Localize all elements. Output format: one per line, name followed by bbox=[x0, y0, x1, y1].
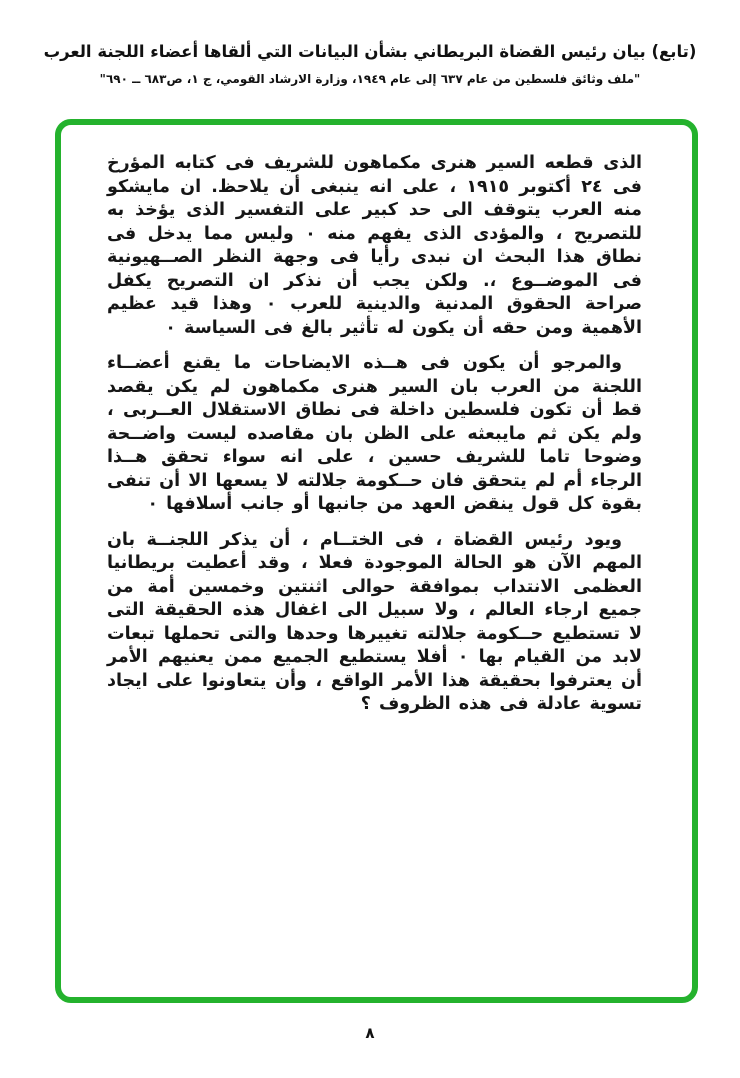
source-citation: "ملف وثائق فلسطين من عام ٦٣٧ إلى عام ١٩٤٩، وزارة الارشاد القومي، ج ١، ص٦٨٣ ــ ٦٩٠" bbox=[99, 72, 641, 86]
body-paragraph-3: ويود رئيس القضاة ، فى الختــام ، أن يذكر اللجنــة بان المهم الآن هو الحالة الموجودة فعلا ، وقد أعطيت بريطانيا العظمى الانتداب بموافقة حوالى اثنتين وخمسين أمة من جميع ارجاء العالم ، ولا سبيل الى اغفال هذه الحقيقة التى لا تستطيع حــكومة جلالته تغييرها وحدها والتى تحملها تبعات لابد من القيام بها ٠ أفلا يستطيع الجميع ممن يعنيهم الأمر أن يعترفوا بحقيقة هذا الأمر الواقع ، وأن يتعاونوا على ايجاد تسوية عادلة فى هذه الظروف ؟ bbox=[107, 529, 642, 714]
body-paragraph-2: والمرجو أن يكون فى هــذه الايضاحات ما يقنع أعضــاء اللجنة من العرب بان السير هنرى مكماهون لم يكن يقصد قط أن تكون فلسطين داخلة فى نطاق الاستقلال العــربى ، ولم يكن ثم مايبعثه على الظن بان مقاصده ليست واضــحة وضوحا تاما للشريف حسين ، على انه سواء تحقق هــذا الرجاء أم لم يتحقق فان حــكومة جلالته لا يسعها الا أن تنفى بقوة كل قول ينقض العهد من جانبها أو جانب أسلافها ٠ bbox=[107, 353, 642, 514]
page-title: (تابع) بيان رئيس القضاة البريطاني بشأن البيانات التي ألقاها أعضاء اللجنة العرب bbox=[43, 42, 697, 61]
content-border-box bbox=[55, 119, 698, 1003]
page-header bbox=[0, 42, 740, 86]
body-paragraph-1: الذى قطعه السير هنرى مكماهون للشريف فى كتابه المؤرخ فى ٢٤ أكتوبر ١٩١٥ ، على انه ينبغى أن يلاحظ. ان مايشكو منه العرب يتوقف الى حد كبير على التفسير الذى يؤخذ به للتصريح ، والمؤدى الذى يفهم منه ٠ وليس مما يدخل فى نطاق هذا البحث ان نبدى رأيا فى وجهة النظر الصــهيونية فى الموضــوع ،. ولكن يجب أن نذكر ان التصريح يكفل صراحة الحقوق المدنية والدينية للعرب ٠ وهذا قيد عظيم الأهمية ومن حقه أن يكون له تأثير بالغ فى السياسة ٠ bbox=[107, 153, 642, 338]
page-number: ٨ bbox=[365, 1024, 375, 1042]
